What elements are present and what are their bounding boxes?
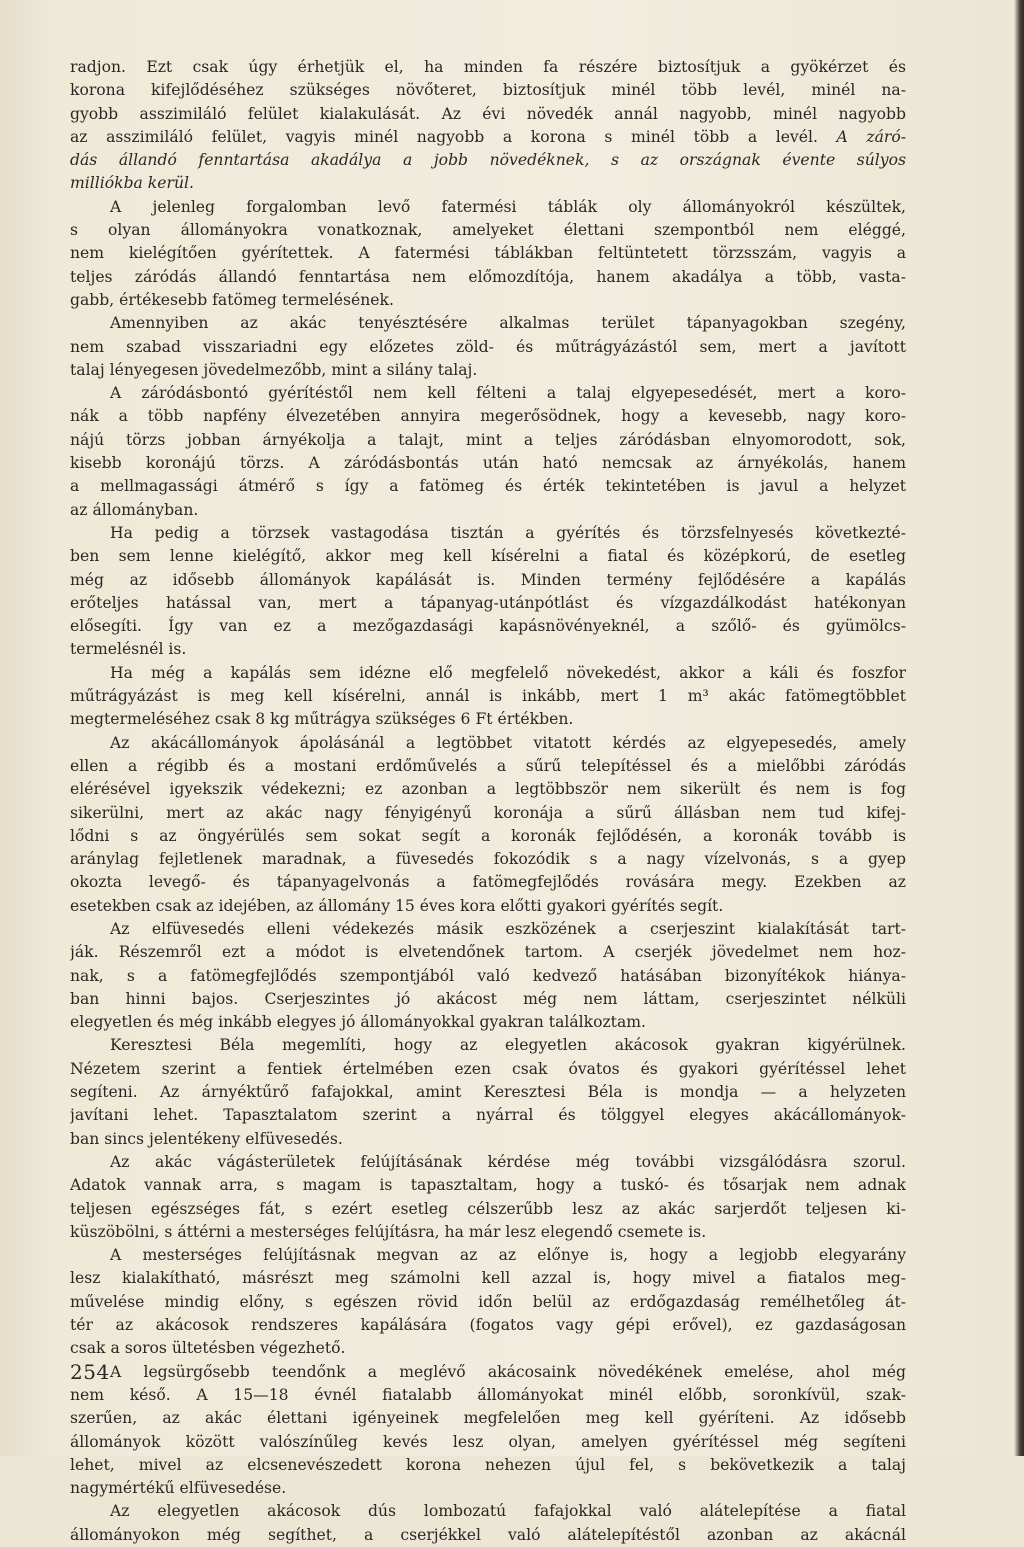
text-line: lehet, mivel az elcsenevészedett korona nehezen újul fel, s bekövetkezik a talaj bbox=[70, 1455, 906, 1474]
text-line: nem kielégítően gyérítettek. A fatermési táblákban feltüntetett törzsszám, vagyis a bbox=[70, 244, 906, 263]
text-line: megtermeléséhez csak 8 kg műtrágya szükséges 6 Ft értékben. bbox=[70, 710, 574, 729]
text-line: Nézetem szerint a fentiek értelmében ezen csak óvatos és gyakori gyérítéssel lehet bbox=[70, 1059, 906, 1078]
text-line: elérésével igyekszik védekezni; ez azonban a legtöbbször nem sikerült és nem is fog bbox=[70, 780, 906, 799]
text-line: Az elegyetlen akácosok dús lombozatú fafajokkal való alátelepítése a fiatal bbox=[110, 1502, 906, 1521]
text-line: A jelenleg forgalomban levő fatermési táblák oly állományokról készültek, bbox=[110, 197, 906, 216]
text-line: Az elfüvesedés elleni védekezés másik eszközének a cserjeszint kialakítását tart- bbox=[110, 919, 906, 938]
text-line: Ha pedig a törzsek vastagodása tisztán a gyérítés és törzsfelnyesés következté- bbox=[110, 523, 906, 542]
text-line: ben sem lenne kielégítő, akkor meg kell kísérelni a fiatal és középkorú, de esetleg bbox=[70, 547, 906, 566]
text-line: még az idősebb állományok kapálását is. Minden termény fejlődésére a kapálás bbox=[70, 570, 906, 589]
text-line: segíteni. Az árnyéktűrő fafajokkal, amint Keresztesi Béla is mondja — a helyzeten bbox=[70, 1083, 906, 1102]
text-line: ják. Részemről ezt a módot is elvetendőnek tartom. A cserjék jövedelmet nem hoz- bbox=[70, 943, 906, 962]
text-line: az állományban. bbox=[70, 500, 199, 519]
text-line: gabb, értékesebb fatömeg termelésének. bbox=[70, 290, 394, 309]
text-line: tér az akácosok rendszeres kapálására (fogatos vagy gépi erővel), ez gazdaságosan bbox=[70, 1316, 906, 1335]
text-line: talaj lényegesen jövedelmezőbb, mint a silány talaj. bbox=[70, 360, 478, 379]
text-line: korona kifejlődéséhez szükséges növőteret, biztosítjuk minél több levél, minél na- bbox=[70, 81, 906, 100]
text-line: állományokon még segíthet, a cserjékkel való alátelepítéstől azonban az akácnál bbox=[70, 1525, 906, 1544]
text-line: teljesen egészséges fát, s ezért esetleg célszerűbb lesz az akác sarjerdőt teljesen ki- bbox=[70, 1199, 906, 1218]
text-line: Ha még a kapálás sem idézne elő megfelelő növekedést, akkor a káli és foszfor bbox=[110, 663, 906, 682]
text-line: küszöbölni, s áttérni a mesterséges felújításra, ha már lesz elegendő csemete is. bbox=[70, 1222, 707, 1241]
text-line: s olyan állományokra vonatkoznak, amelyeket élettani szempontból nem eléggé, bbox=[70, 221, 906, 240]
text-line: A mesterséges felújításnak megvan az az előnye is, hogy a legjobb elegyarány bbox=[110, 1246, 906, 1265]
text-line: ban hinni bajos. Cserjeszintes jó akácost még nem láttam, cserjeszintet nélküli bbox=[70, 989, 906, 1008]
text-line: művelése mindig előny, s egészen rövid időn belül az erdőgazdaság remélhetőleg át- bbox=[70, 1292, 906, 1311]
text-line: Amennyiben az akác tenyésztésére alkalmas terület tápanyagokban szegény, bbox=[110, 314, 906, 333]
text-line: csak a soros ültetésben végezhető. bbox=[70, 1339, 346, 1358]
text-line: nagymértékű elfüvesedése. bbox=[70, 1479, 287, 1498]
text-line: termelésnél is. bbox=[70, 640, 187, 659]
text-line: dás állandó fenntartása akadálya a jobb növedéknek, s az országnak évente súlyos bbox=[70, 151, 906, 170]
text-line: javítani lehet. Tapasztalatom szerint a nyárral és tölggyel elegyes akácállományok- bbox=[70, 1106, 906, 1125]
text-line: Az akácállományok ápolásánál a legtöbbet vitatott kérdés az elgyepesedés, amely bbox=[110, 733, 906, 752]
text-line: szerűen, az akác élettani igényeinek megfelelően meg kell gyéríteni. Az idősebb bbox=[70, 1409, 906, 1428]
text-line: műtrágyázást is meg kell kísérelni, annál is inkább, mert 1 m³ akác fatömegtöbblet bbox=[70, 687, 906, 706]
text-line: okozta levegő- és tápanyagelvonás a fatömegfejlődés rovására megy. Ezekben az bbox=[70, 873, 906, 892]
text-line: aránylag fejletlenek maradnak, a füvesedés fokozódik s a nagy vízelvonás, s a gyep bbox=[70, 850, 906, 869]
text-line: radjon. Ezt csak úgy érhetjük el, ha minden fa részére biztosítjuk a gyökérzet és bbox=[70, 58, 906, 76]
text-line: ban sincs jelentékeny elfüvesedés. bbox=[70, 1129, 343, 1148]
text-line: kisebb koronájú törzs. A záródásbontás után ható nemcsak az árnyékolás, hanem bbox=[70, 454, 906, 473]
text-line: Az akác vágásterületek felújításának kérdése még további vizsgálódásra szorul. bbox=[110, 1152, 906, 1171]
text-line: esetekben csak az idejében, az állomány 15 éves kora előtti gyakori gyérítés segít. bbox=[70, 896, 724, 915]
page-number: 254 bbox=[70, 1360, 110, 1384]
text-line: Adatok vannak arra, s magam is tapasztaltam, hogy a tuskó- és tősarjak nem adnak bbox=[70, 1176, 906, 1195]
text-line: nák a több napfény élvezetében annyira megerősödnek, hogy a kevesebb, nagy koro- bbox=[70, 407, 906, 426]
text-line bbox=[70, 126, 906, 149]
text-line: A záródásbontó gyérítéstől nem kell félteni a talaj elgyepesedését, mert a koro- bbox=[110, 384, 906, 403]
text-line: elősegíti. Így van ez a mezőgazdasági kapásnövényeknél, a szőlő- és gyümölcs- bbox=[70, 617, 906, 636]
text-line: a mellmagassági átmérő s így a fatömeg és érték tekintetében is javul a helyzet bbox=[70, 477, 906, 496]
text-line: Keresztesi Béla megemlíti, hogy az elegyetlen akácosok gyakran kigyérülnek. bbox=[110, 1036, 906, 1055]
text-line: lődni s az öngyérülés sem sokat segít a koronák fejlődésén, a koronák tovább is bbox=[70, 826, 906, 845]
italic-segment: A záró- bbox=[836, 127, 906, 146]
text-line: nak, s a fatömegfejlődés szempontjából való kedvező hatásában bizonyítékok hiánya- bbox=[70, 966, 906, 985]
body-text bbox=[70, 56, 906, 1547]
text-line: nájú törzs jobban árnyékolja a talajt, mint a teljes záródásban elnyomorodott, sok, bbox=[70, 430, 906, 449]
text-line: lesz kialakítható, másrészt meg számolni kell azzal is, hogy mivel a fiatalos meg- bbox=[70, 1269, 906, 1288]
text-line: milliókba kerül. bbox=[70, 174, 194, 193]
text-line: elegyetlen és még inkább elegyes jó állományokkal gyakran találkoztam. bbox=[70, 1013, 646, 1032]
text-segment: az asszimiláló felület, vagyis minél nagyobb a korona s minél több a levél. bbox=[70, 127, 818, 146]
text-line: sikerülni, mert az akác nagy fényigényű koronája a sűrű állásban nem tud kifej- bbox=[70, 803, 906, 822]
text-line: erőteljes hatással van, mert a tápanyag-utánpótlást és vízgazdálkodást hatékonyan bbox=[70, 593, 906, 612]
text-line: teljes záródás állandó fenntartása nem előmozdítója, hanem akadálya a több, vasta- bbox=[70, 267, 906, 286]
text-line: nem késő. A 15—18 évnél fiatalabb állományokat minél előbb, soronkívül, szak- bbox=[70, 1385, 906, 1404]
text-line: ellen a régibb és a mostani erdőművelés a sűrű telepítéssel és a mielőbbi záródás bbox=[70, 756, 906, 775]
text-line: gyobb asszimiláló felület kialakulását. Az évi növedék annál nagyobb, minél nagyobb bbox=[70, 104, 906, 123]
text-line: A legsürgősebb teendőnk a meglévő akácosaink növedékének emelése, ahol még bbox=[110, 1362, 906, 1381]
page-binding-shadow bbox=[1014, 0, 1024, 1456]
text-line: nem szabad visszariadni egy előzetes zöld- és műtrágyázástól sem, mert a javított bbox=[70, 337, 906, 356]
text-line: állományok között valószínűleg kevés lesz olyan, amelyen gyérítéssel még segíteni bbox=[70, 1432, 906, 1451]
